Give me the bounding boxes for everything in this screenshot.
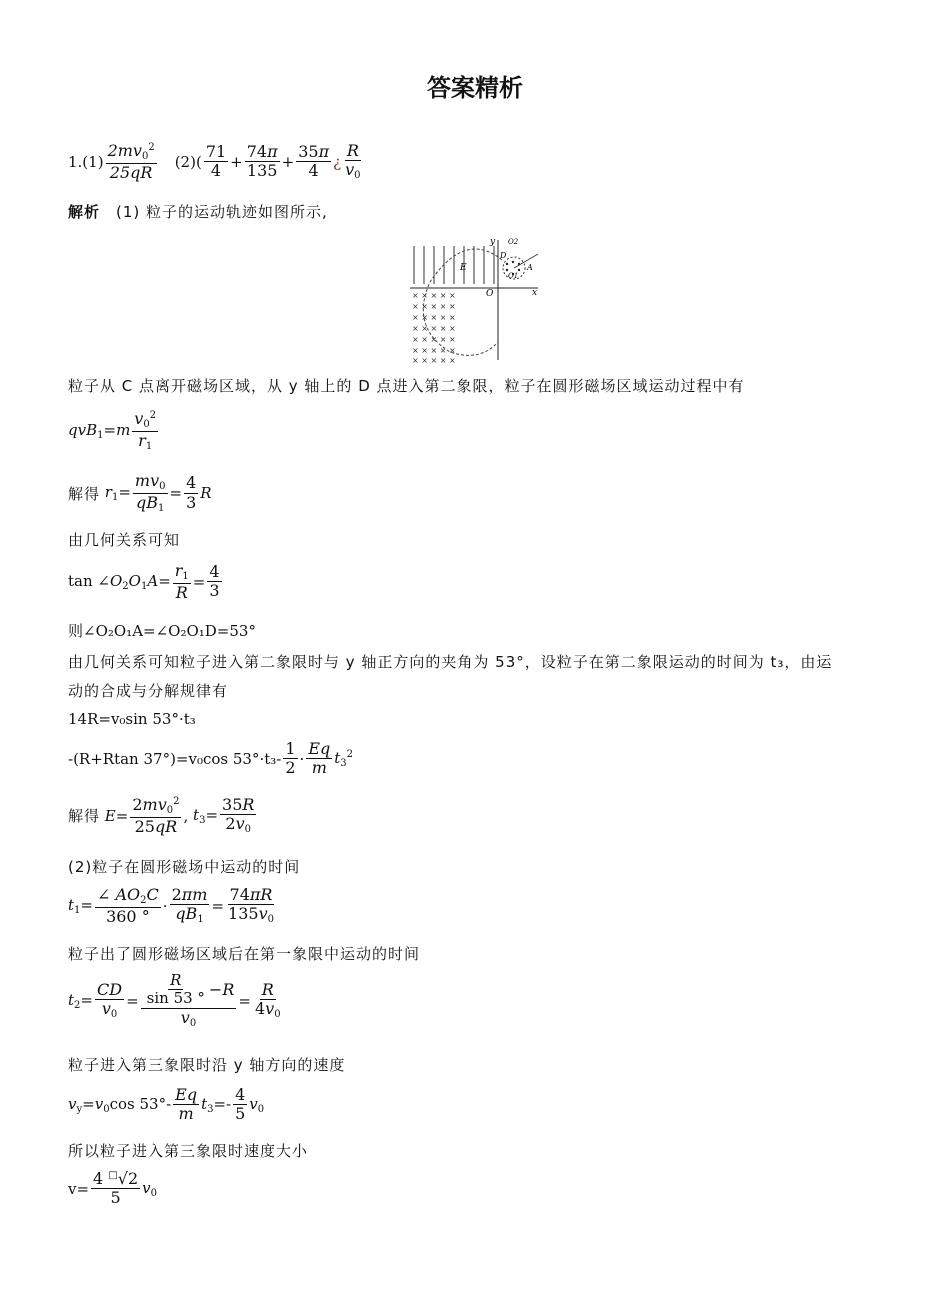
third-speed: 所以粒子进入第三象限时速度大小 [68, 1142, 309, 1160]
part1-intro: (1) 粒子的运动轨迹如图所示, [116, 203, 328, 221]
jiexi-label: 解析 [68, 203, 101, 221]
svg-text:× × × × ×: × × × × × [412, 291, 456, 300]
eq-t2: $t_2=$ $\frac{CD}{v_0}$ = $\frac{R}{\sin 53 ^\circ}$ − R $v_0$ = $\frac{R}{4v_0}$ [68, 971, 281, 1029]
eq-neg: -(R+Rtan 37°)=v₀cos 53°·t₃- $\frac{1}{2}$ · $\frac{Eq}{m}$ $t_3^2$ [68, 739, 354, 778]
svg-text:D: D [500, 251, 507, 260]
trajectory-figure [410, 232, 545, 367]
eq-v: v= $\frac{4 ^□√2}{5}$ $v_0$ [68, 1169, 157, 1208]
eq-r1: 解得 $r_1=$ $\frac{mv_0}{qB_1}$ = $\frac{4}{3}$ R [68, 471, 212, 514]
jiexi-line [68, 201, 328, 222]
svg-text:× × × × ×: × × × × × [412, 302, 456, 311]
answer-line: 1.(1) $\frac{2mv_0^2}{25qR}$ (2)( $\frac{71}{4}$ + $\frac{74\pi}{135}$ + $\frac{35\pi}{4}$ ¿ $\frac{R}{v_0}$ [68, 141, 361, 182]
svg-text:y: y [490, 237, 496, 247]
svg-text:E: E [460, 263, 467, 273]
svg-text:O1: O1 [508, 272, 519, 280]
svg-text:× × × × ×: × × × × × [412, 324, 456, 333]
eq-angle: 则∠O₂O₁A=∠O₂O₁D=53° [68, 622, 256, 640]
geom-long-1: 由几何关系可知粒子进入第二象限时与 y 轴正方向的夹角为 53°，设粒子在第二象限运动的时间为 t₃，由运 [68, 653, 833, 671]
svg-text:× × × × ×: × × × × × [412, 335, 456, 344]
answer-label: 1.(1) [68, 152, 104, 171]
geom-label: 由几何关系可知 [68, 531, 181, 549]
svg-text:× × × × ×: × × × × × [412, 356, 456, 365]
third-vy-intro: 粒子进入第三象限时沿 y 轴方向的速度 [68, 1056, 346, 1074]
eq-lorentz: qvB$_1$=m $\frac{v_0^2}{r_1}$ [68, 409, 157, 452]
svg-text:× × × × ×: × × × × × [412, 313, 456, 322]
eq-solve-E: 解得 E= $\frac{2mv_0^2}{25qR}$ , $t_3=$ $\frac{35R}{2v_0}$ [68, 795, 255, 836]
part2-intro: (2)粒子在圆形磁场中运动的时间 [68, 858, 301, 876]
out-first-quadrant: 粒子出了圆形磁场区域后在第一象限中运动的时间 [68, 945, 421, 963]
eq-vy: $v_y=v_0\cos$ 53°- $\frac{Eq}{m}$ $t_3=-$ $\frac{4}{5}$ $v_0$ [68, 1085, 265, 1124]
answer-1-fraction: $\frac{2mv_0^2}{25qR}$ [107, 141, 155, 182]
eq-14R: 14R=v₀sin 53°·t₃ [68, 710, 196, 728]
text-c-d: 粒子从 C 点离开磁场区域，从 y 轴上的 D 点进入第二象限，粒子在圆形磁场区域运动过程中有 [68, 377, 745, 395]
svg-text:× × × × ×: × × × × × [412, 346, 456, 355]
page-title: 答案精析 [427, 74, 523, 102]
answer-part2-label: (2)( [174, 152, 202, 171]
svg-text:x: x [532, 288, 538, 298]
eq-tan: $\tan \angle O_2O_1A=$ $\frac{r_1}{R}$ = $\frac{4}{3}$ [68, 561, 220, 602]
svg-text:A: A [527, 263, 533, 272]
svg-text:O2: O2 [508, 238, 519, 246]
eq-t1: $t_1=$ $\frac{\angle AO_2C}{360 ^\circ}$ · $\frac{2\pi m}{qB_1}$ = $\frac{74\pi R}{135v_0}$ [68, 885, 274, 926]
svg-text:O: O [486, 289, 494, 299]
geom-long-2: 动的合成与分解规律有 [68, 682, 229, 700]
